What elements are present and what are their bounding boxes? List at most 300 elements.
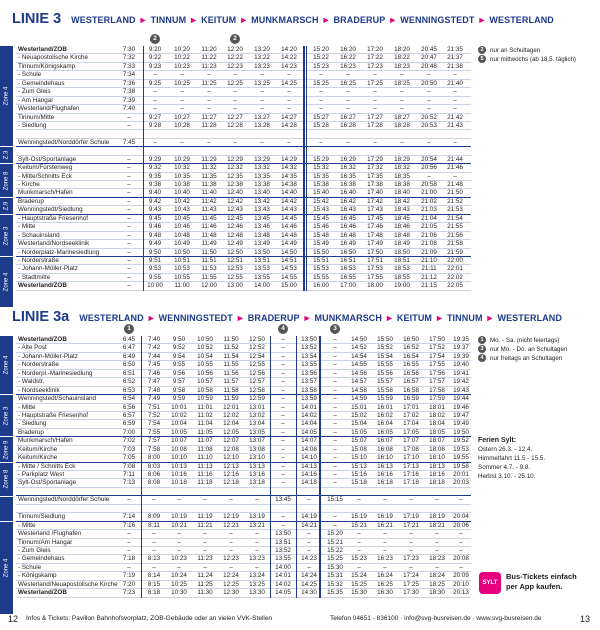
departure-time: –: [427, 172, 431, 180]
stop-name: - Norderpl.-Marinesiedlung: [18, 369, 93, 377]
departure-time: –: [459, 496, 463, 504]
departure-time: 12:22: [227, 54, 243, 62]
stop-name: - Norderstraße: [18, 256, 59, 264]
stop-name: Munkmarsch/Hafen: [18, 437, 73, 445]
departure-time: 9:57: [172, 378, 186, 386]
departure-time: 11:27: [201, 113, 217, 121]
table-row: [16, 454, 471, 462]
departure-time: 14:16: [301, 471, 317, 478]
departure-time: 14:08: [301, 445, 317, 453]
departure-time: 10:16: [171, 471, 187, 478]
departure-time: 21:52: [447, 197, 463, 205]
departure-time: –: [229, 538, 233, 546]
departure-time: –: [177, 496, 181, 504]
departure-time: –: [260, 96, 264, 104]
departure-time: 9:56: [172, 369, 186, 377]
departure-time: 14:48: [281, 231, 297, 239]
page-number-right: 13: [580, 614, 591, 624]
departure-time: 14:24: [301, 572, 317, 580]
station-name: TINNUM: [150, 15, 187, 25]
stop-name: - Nordseeklinik: [18, 386, 60, 394]
departure-time: –: [127, 538, 131, 546]
departure-time: 19:46: [453, 403, 469, 411]
departure-time: 11:50: [201, 248, 217, 256]
column-divider: [306, 46, 307, 291]
stop-name: - Hauptstraße Friesenhof: [18, 411, 88, 419]
departure-time: 18:00: [367, 282, 383, 290]
departure-time: 17:55: [429, 361, 445, 369]
departure-time: –: [281, 428, 285, 436]
service-note-markers: [0, 34, 600, 45]
stop-name: - Königskamp: [18, 572, 57, 580]
table-row: [16, 589, 471, 597]
departure-time: 13:45: [254, 214, 270, 222]
departure-time: 18:45: [394, 214, 410, 222]
station-name: BRADERUP: [333, 15, 386, 25]
departure-time: 12:40: [227, 189, 243, 197]
departure-time: 18:05: [429, 428, 445, 436]
departure-time: –: [153, 138, 157, 146]
table-row: [16, 353, 471, 361]
departure-time: 17:01: [403, 403, 419, 411]
departure-time: 16:02: [377, 411, 393, 419]
departure-time: 13:54: [301, 352, 317, 360]
table-row: [16, 249, 471, 257]
table-row: [16, 189, 471, 197]
legend-item: [478, 55, 598, 64]
stop-name: Westerland /Flughafen: [18, 530, 82, 538]
departure-time: 17:18: [403, 479, 419, 487]
table-row: [16, 395, 471, 403]
table-row: [16, 198, 471, 206]
departure-time: –: [127, 563, 131, 571]
departure-time: 16:40: [340, 189, 356, 197]
departure-time: 16:23: [340, 62, 356, 70]
departure-time: 12:51: [227, 256, 243, 264]
departure-time: 18:49: [394, 240, 410, 248]
zone-label: Zone 3: [0, 395, 13, 437]
departure-time: 16:25: [340, 79, 356, 87]
departure-time: –: [427, 71, 431, 79]
departure-time: 14:50: [351, 336, 367, 343]
note-marker-3: 3: [478, 345, 486, 353]
departure-time: 14:05: [275, 589, 291, 597]
departure-time: –: [127, 282, 131, 290]
stop-name: Westerland/Nordseeklinik: [18, 240, 90, 248]
route-arrow-icon: ►: [239, 15, 249, 25]
departure-time: 9:38: [148, 181, 162, 188]
departure-time: –: [357, 496, 361, 504]
table-row: [16, 572, 471, 580]
departure-time: 11:49: [201, 240, 217, 248]
zone-label: Zone 4: [0, 46, 13, 147]
departure-time: 18:21: [429, 521, 445, 529]
departure-time: 15:57: [377, 378, 393, 386]
table-row: [16, 581, 471, 589]
departure-time: 12:55: [249, 361, 265, 369]
departure-time: 20:01: [453, 471, 469, 478]
departure-time: 19:49: [453, 420, 469, 428]
departure-time: 13:59: [301, 395, 317, 403]
route-arrow-icon: ►: [146, 313, 156, 323]
departure-time: 10:30: [171, 589, 187, 597]
route-stations: [71, 10, 554, 28]
departure-time: –: [127, 265, 131, 273]
departure-time: –: [409, 496, 413, 504]
departure-time: 12:19: [223, 513, 239, 521]
departure-time: 12:56: [249, 369, 265, 377]
table-row: [16, 97, 471, 105]
departure-time: –: [400, 88, 404, 96]
departure-time: –: [127, 256, 131, 264]
departure-time: 7:40: [122, 105, 136, 113]
departure-time: 14:51: [281, 256, 297, 264]
departure-time: –: [400, 138, 404, 146]
column-divider: [270, 336, 271, 598]
footer-contact[interactable]: Telefon 04651 - 836100 · info@svg-busreisen.de · www.svg-busreisen.de: [330, 615, 542, 622]
departure-time: 18:04: [429, 420, 445, 428]
departure-time: –: [127, 155, 131, 163]
departure-time: 10:21: [171, 521, 187, 529]
departure-time: 15:56: [377, 369, 393, 377]
departure-time: 10:49: [174, 240, 190, 248]
departure-time: 14:46: [281, 223, 297, 231]
departure-time: 17:46: [367, 223, 383, 231]
departure-time: 12:21: [223, 521, 239, 529]
departure-time: –: [319, 71, 323, 79]
departure-time: 18:53: [394, 265, 410, 273]
departure-time: –: [281, 361, 285, 369]
departure-time: 10:10: [171, 454, 187, 462]
departure-time: 9:52: [172, 344, 186, 352]
departure-time: 10:43: [174, 206, 190, 214]
note-marker-1: 1: [124, 324, 134, 334]
departure-time: 21:12: [421, 273, 437, 281]
departure-time: 18:42: [394, 197, 410, 205]
departure-time: 9:27: [148, 113, 162, 121]
legend-text: nur freitags an Schultagen: [490, 355, 563, 362]
departure-time: –: [281, 437, 285, 445]
table-row: [16, 378, 471, 386]
departure-time: 13:19: [249, 513, 265, 521]
departure-time: –: [281, 403, 285, 411]
departure-time: 16:30: [377, 589, 393, 597]
departure-time: 16:50: [403, 336, 419, 343]
stop-name: - Neuapostolische Kirche: [18, 54, 89, 62]
table-row: [16, 505, 471, 513]
departure-time: 13:27: [254, 113, 270, 121]
holiday-line: Himmelfahrt 11.5 - 15.5.: [478, 455, 546, 462]
departure-time: 13:29: [254, 155, 270, 163]
departure-time: –: [333, 369, 337, 377]
departure-time: 11:55: [201, 273, 217, 281]
departure-time: 8:08: [147, 479, 161, 487]
departure-time: 12:58: [249, 386, 265, 394]
departure-time: 8:09: [147, 513, 161, 521]
departure-time: 17:23: [403, 555, 419, 563]
legend-text: nur an Schultagen: [490, 47, 541, 54]
departure-time: –: [153, 105, 157, 113]
departure-time: 14:21: [301, 521, 317, 529]
departure-time: 16:07: [377, 437, 393, 445]
departure-time: –: [383, 496, 387, 504]
departure-time: 15:28: [313, 121, 329, 129]
departure-time: 11:40: [201, 189, 217, 197]
table-row: [16, 139, 471, 147]
departure-time: 15:21: [351, 521, 367, 529]
line-title: LINIE 3: [12, 11, 62, 27]
departure-time: 15:08: [351, 445, 367, 453]
departure-time: 17:28: [367, 121, 383, 129]
station-name: KEITUM: [396, 313, 433, 323]
table-row: [16, 147, 471, 155]
stop-name: Keitum/Kirche: [18, 445, 58, 453]
departure-time: 17:24: [403, 572, 419, 580]
departure-time: –: [281, 411, 285, 419]
departure-time: 16:28: [340, 121, 356, 129]
departure-time: –: [229, 530, 233, 538]
departure-time: 13:52: [275, 546, 291, 554]
departure-time: 14:01: [301, 403, 317, 411]
departure-time: 11:38: [201, 181, 217, 188]
departure-time: 14:01: [275, 572, 291, 580]
departure-time: 19:37: [453, 344, 469, 352]
departure-time: –: [453, 172, 457, 180]
departure-time: 16:16: [377, 471, 393, 478]
departure-time: 18:02: [429, 411, 445, 419]
departure-time: 21:08: [421, 240, 437, 248]
departure-time: 10:23: [171, 555, 187, 563]
departure-time: –: [409, 546, 413, 554]
departure-time: 13:50: [301, 336, 317, 343]
table-row: [16, 206, 471, 214]
departure-time: 16:04: [377, 420, 393, 428]
table-row: [16, 122, 471, 130]
departure-time: 18:18: [429, 479, 445, 487]
departure-time: 19:00: [394, 282, 410, 290]
route-arrow-icon: ►: [388, 15, 398, 25]
departure-time: 16:01: [377, 403, 393, 411]
departure-time: 18:38: [394, 181, 410, 188]
departure-time: –: [333, 437, 337, 445]
stop-name: Westerland/Neuapostolische Kirche: [18, 580, 118, 588]
departure-time: –: [459, 530, 463, 538]
departure-time: 9:28: [148, 121, 162, 129]
departure-time: –: [255, 496, 259, 504]
departure-time: 17:02: [403, 411, 419, 419]
sylt-app-logo: SYLT: [479, 572, 501, 594]
departure-time: 10:02: [171, 411, 187, 419]
departure-time: 12:32: [227, 164, 243, 172]
departure-time: –: [127, 546, 131, 554]
departure-time: 6:59: [122, 420, 136, 428]
departure-time: 6:50: [122, 361, 136, 369]
departure-time: –: [281, 352, 285, 360]
departure-time: 16:24: [377, 572, 393, 580]
departure-time: 8:14: [147, 572, 161, 580]
departure-time: 16:08: [377, 445, 393, 453]
departure-time: –: [203, 496, 207, 504]
departure-time: 14:42: [281, 197, 297, 205]
departure-time: –: [459, 546, 463, 554]
departure-time: 14:59: [351, 395, 367, 403]
departure-time: 13:18: [249, 479, 265, 487]
departure-time: 11:08: [197, 445, 213, 453]
departure-time: 18:25: [394, 79, 410, 87]
departure-time: –: [453, 105, 457, 113]
departure-time: 14:25: [301, 580, 317, 588]
departure-time: 11:20: [201, 46, 217, 53]
route-arrow-icon: ►: [385, 313, 394, 323]
departure-time: –: [260, 138, 264, 146]
departure-time: 15:59: [377, 395, 393, 403]
departure-time: –: [180, 88, 184, 96]
departure-time: 17:58: [429, 386, 445, 394]
departure-time: –: [346, 138, 350, 146]
app-ticket-promo[interactable]: [479, 570, 597, 598]
departure-time: –: [127, 231, 131, 239]
departure-time: 13:30: [249, 589, 265, 597]
table-row: [16, 361, 471, 369]
departure-time: 12:35: [227, 172, 243, 180]
departure-time: 15:48: [313, 231, 329, 239]
departure-time: 17:59: [429, 395, 445, 403]
departure-time: –: [281, 378, 285, 386]
departure-time: 12:48: [227, 231, 243, 239]
departure-time: 15:25: [351, 580, 367, 588]
departure-time: 7:39: [122, 96, 136, 104]
departure-time: –: [127, 273, 131, 281]
departure-time: 20:53: [421, 121, 437, 129]
departure-time: 21:58: [447, 240, 463, 248]
departure-time: 11:51: [201, 256, 217, 264]
departure-time: 17:10: [403, 454, 419, 462]
departure-time: 15:50: [313, 248, 329, 256]
departure-time: 13:22: [254, 54, 270, 62]
departure-time: 15:01: [351, 403, 367, 411]
departure-time: 12:38: [227, 181, 243, 188]
departure-time: 15:18: [351, 479, 367, 487]
departure-time: 7:49: [147, 395, 161, 403]
departure-time: 21:11: [421, 265, 437, 273]
departure-time: –: [152, 563, 156, 571]
timetable-rows: [16, 46, 471, 291]
departure-time: 12:23: [223, 555, 239, 563]
departure-time: 17:27: [367, 113, 383, 121]
departure-time: 16:54: [403, 352, 419, 360]
route-arrow-icon: ►: [485, 313, 495, 323]
departure-time: 15:54: [377, 352, 393, 360]
departure-time: 21:53: [447, 206, 463, 214]
departure-time: 17:54: [429, 352, 445, 360]
departure-time: 14:40: [281, 189, 297, 197]
stop-name: Wenningstedt/Siedlung: [18, 206, 83, 214]
departure-time: 13:50: [275, 530, 291, 538]
departure-time: 19:50: [453, 428, 469, 436]
departure-time: –: [459, 538, 463, 546]
column-divider: [296, 336, 297, 598]
departure-time: –: [333, 336, 337, 343]
departure-time: 11:50: [223, 336, 239, 343]
departure-time: 12:30: [223, 589, 239, 597]
departure-time: –: [333, 352, 337, 360]
departure-time: 12:13: [223, 462, 239, 470]
departure-time: 7:36: [122, 79, 136, 87]
departure-time: 20:08: [453, 555, 469, 563]
departure-time: 15:04: [351, 420, 367, 428]
departure-time: –: [287, 88, 291, 96]
departure-time: 9:51: [148, 256, 162, 264]
departure-time: –: [281, 454, 285, 462]
departure-time: 15:52: [377, 344, 393, 352]
departure-time: 17:51: [367, 256, 383, 264]
departure-time: 18:16: [429, 471, 445, 478]
departure-time: 12:20: [227, 46, 243, 53]
departure-time: 12:16: [223, 471, 239, 478]
zone-column: [0, 336, 13, 615]
departure-time: –: [400, 96, 404, 104]
departure-time: 8:06: [147, 471, 161, 478]
departure-time: –: [333, 403, 337, 411]
departure-time: 18:27: [394, 113, 410, 121]
stop-name: - Parkplatz West: [18, 471, 65, 478]
departure-time: 13:01: [249, 403, 265, 411]
departure-time: 10:23: [174, 62, 190, 70]
departure-time: 11:21: [197, 521, 213, 529]
departure-time: 12:27: [227, 113, 243, 121]
departure-time: 7:42: [147, 344, 161, 352]
departure-time: 16:51: [340, 256, 356, 264]
departure-time: 21:35: [447, 46, 463, 53]
departure-time: 12:05: [223, 428, 239, 436]
stop-name: - Alte Post: [18, 344, 47, 352]
departure-time: 11:32: [201, 164, 217, 172]
table-row: [16, 88, 471, 96]
departure-time: –: [400, 105, 404, 113]
departure-time: –: [207, 71, 211, 79]
departure-time: –: [127, 248, 131, 256]
departure-time: –: [373, 138, 377, 146]
stop-name: - Siedlung: [18, 420, 47, 428]
departure-time: –: [383, 538, 387, 546]
departure-time: 7:02: [122, 437, 136, 445]
table-row: [16, 46, 471, 54]
departure-time: 16:18: [377, 479, 393, 487]
station-name: TINNUM: [446, 313, 483, 323]
departure-time: 14:57: [351, 378, 367, 386]
departure-time: 19:55: [453, 454, 469, 462]
departure-time: 14:50: [281, 248, 297, 256]
departure-time: 13:55: [275, 555, 291, 563]
departure-time: 9:48: [148, 231, 162, 239]
linie-3-section: [0, 4, 600, 294]
departure-time: 10:54: [197, 352, 213, 360]
departure-time: 19:52: [453, 437, 469, 445]
departure-time: 15:23: [313, 62, 329, 70]
departure-time: 12:57: [249, 378, 265, 386]
departure-time: 12:53: [227, 265, 243, 273]
departure-time: 8:15: [147, 580, 161, 588]
stop-name: Sylt-Ost/Sportanlage: [18, 479, 77, 487]
departure-time: 18:25: [429, 580, 445, 588]
departure-time: 14:18: [301, 479, 317, 487]
departure-time: 14:02: [275, 580, 291, 588]
departure-time: –: [357, 530, 361, 538]
zone-label: Zone 3: [0, 215, 13, 257]
departure-time: 18:32: [394, 164, 410, 172]
departure-time: –: [307, 530, 311, 538]
departure-time: 18:01: [429, 403, 445, 411]
